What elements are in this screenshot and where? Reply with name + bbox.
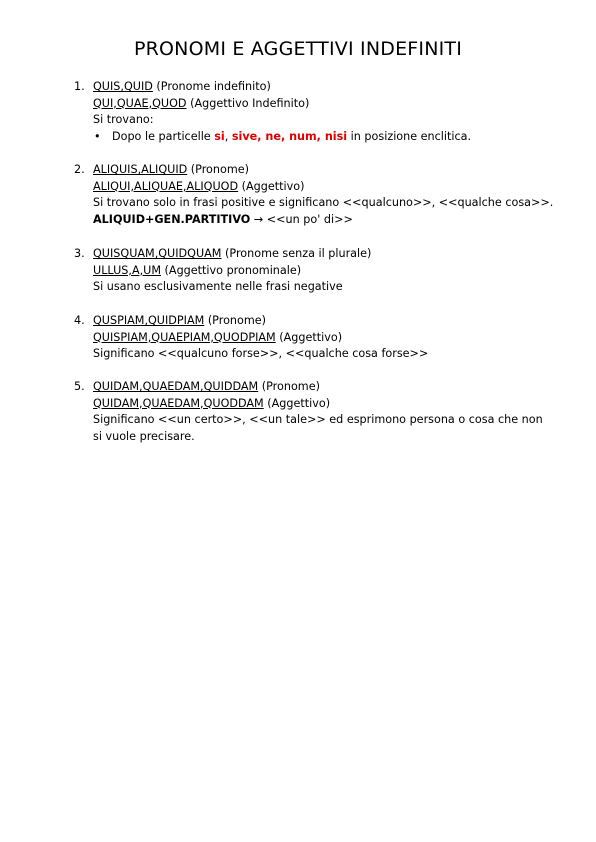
- pronoun-line: [93, 162, 554, 179]
- usage-text: Si trovano solo in frasi positive e significano <<qualcuno>>, <<qualche cosa>>.: [93, 196, 554, 210]
- item-number: 4.: [74, 314, 85, 327]
- bullet-icon: •: [94, 129, 101, 143]
- adjective-line: [93, 96, 554, 113]
- list-item-4: [74, 313, 554, 363]
- adjective-desc: (Aggettivo Indefinito): [186, 96, 310, 110]
- particle-si: si: [214, 129, 225, 143]
- pronoun-desc: (Pronome): [204, 314, 267, 327]
- item-number: 3.: [74, 247, 85, 260]
- usage-text: Si usano esclusivamente nelle frasi negative: [93, 280, 343, 294]
- adjective-forms: QUI,QUAE,QUOD: [93, 96, 187, 110]
- pronoun-desc: (Pronome): [258, 380, 320, 393]
- page-title: PRONOMI E AGGETTIVI INDEFINITI: [133, 38, 463, 60]
- pronoun-forms: QUIS,QUID: [93, 80, 153, 93]
- bullet-pre: Dopo le particelle: [112, 129, 215, 143]
- usage-text: Significano <<un certo>>, <<un tale>> ed esprimono persona o cosa che non si vuole precisare.: [93, 413, 543, 443]
- pronoun-desc: (Pronome senza il plurale): [221, 247, 372, 260]
- adjective-desc: (Aggettivo): [263, 396, 331, 410]
- pronoun-desc: (Pronome indefinito): [152, 80, 271, 93]
- adjective-forms: ALIQUI,ALIQUAE,ALIQUOD: [93, 179, 239, 193]
- list-item-3: [74, 246, 554, 296]
- adjective-line: [93, 179, 554, 196]
- pronoun-line: [93, 379, 554, 396]
- partitive-meaning: → <<un po' di>>: [250, 212, 353, 226]
- adjective-forms: QUIDAM,QUAEDAM,QUODDAM: [93, 396, 264, 410]
- pronoun-forms: QUISQUAM,QUIDQUAM: [93, 247, 222, 260]
- list-item-1: [74, 79, 554, 145]
- pronoun-desc: (Pronome): [187, 163, 249, 176]
- pronoun-line: [93, 79, 554, 96]
- list-item-5: [74, 379, 554, 445]
- pronoun-line: [93, 313, 554, 330]
- adjective-desc: (Aggettivo): [238, 179, 305, 193]
- pronoun-forms: ALIQUIS,ALIQUID: [93, 163, 188, 176]
- partitive-rule: ALIQUID+GEN.PARTITIVO: [93, 212, 251, 226]
- adjective-desc: (Aggettivo): [275, 330, 343, 344]
- item-number: 2.: [74, 163, 85, 176]
- particle-list: sive, ne, num, nisi: [231, 129, 348, 143]
- bullet-point: [93, 129, 554, 146]
- adjective-forms: ULLUS,A,UM: [93, 263, 161, 277]
- usage-text: Significano <<qualcuno forse>>, <<qualche cosa forse>>: [93, 347, 429, 361]
- adjective-forms: QUISPIAM,QUAEPIAM,QUODPIAM: [93, 330, 276, 344]
- item-number: 5.: [74, 380, 85, 393]
- adjective-desc: (Aggettivo pronominale): [161, 263, 302, 277]
- bullet-post: in posizione enclitica.: [347, 129, 472, 143]
- list-item-2: [74, 162, 554, 228]
- bullet-sep: ,: [224, 129, 232, 143]
- item-number: 1.: [74, 80, 85, 93]
- usage-text: Si trovano:: [93, 113, 154, 127]
- pronoun-line: [93, 246, 554, 263]
- pronoun-forms: QUSPIAM,QUIDPIAM: [93, 314, 205, 327]
- pronoun-forms: QUIDAM,QUAEDAM,QUIDDAM: [93, 380, 259, 393]
- adjective-line: [93, 263, 554, 280]
- adjective-line: [93, 396, 554, 413]
- partitive-line: [93, 212, 554, 229]
- adjective-line: [93, 330, 554, 347]
